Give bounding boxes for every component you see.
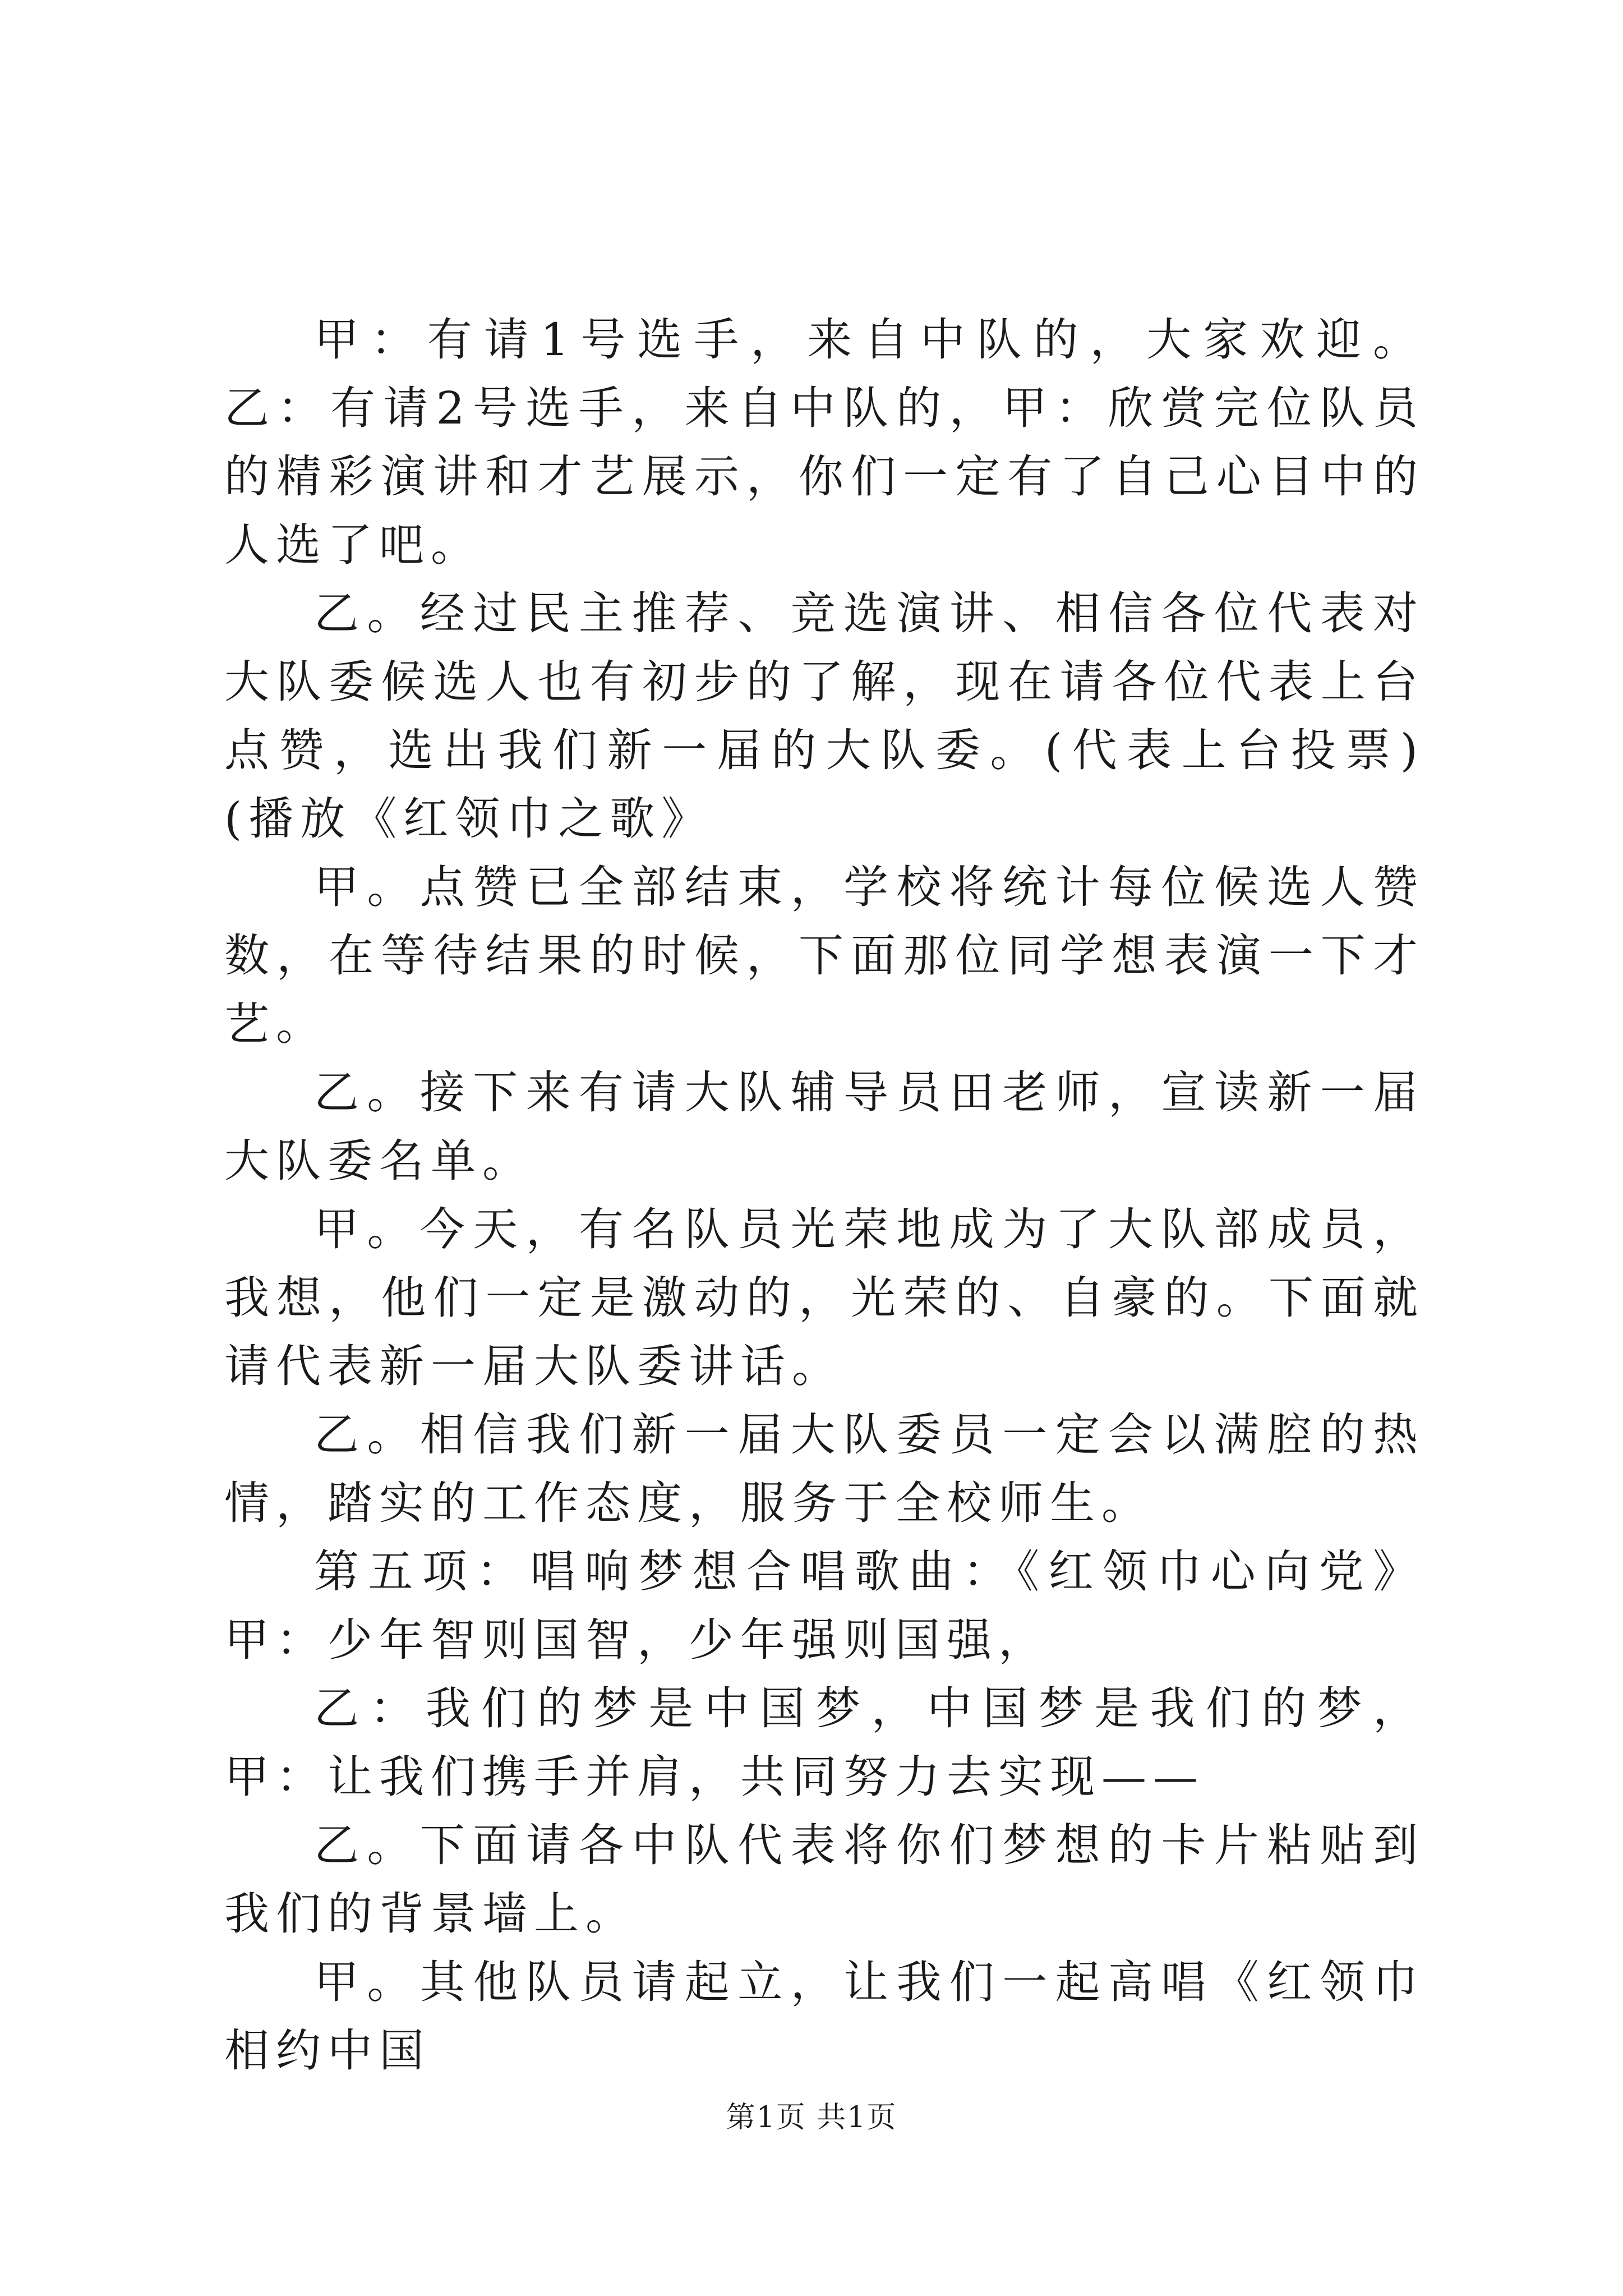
paragraph-7: 第五项：唱响梦想合唱歌曲：《红领巾心向党》甲：少年智则国智，少年强则国强， bbox=[224, 1545, 1424, 1666]
paragraph-3: 甲。点赞已全部结束，学校将统计每位候选人赞数，在等待结果的时候，下面那位同学想表演一下才艺。 bbox=[224, 861, 1424, 1050]
paragraph-8: 乙：我们的梦是中国梦，中国梦是我们的梦，甲：让我们携手并肩，共同努力去实现—— bbox=[224, 1682, 1424, 1803]
paragraph-9: 乙。下面请各中队代表将你们梦想的卡片粘贴到我们的背景墙上。 bbox=[224, 1819, 1424, 1940]
document-body bbox=[224, 306, 1424, 2085]
paragraph-5: 甲。今天，有名队员光荣地成为了大队部成员，我想，他们一定是激动的，光荣的、自豪的。下面就请代表新一届大队委讲话。 bbox=[224, 1203, 1424, 1392]
paragraph-4: 乙。接下来有请大队辅导员田老师，宣读新一届大队委名单。 bbox=[224, 1066, 1424, 1187]
paragraph-1: 甲：有请1号选手，来自中队的，大家欢迎。乙：有请2号选手，来自中队的，甲：欣赏完位队员的精彩演讲和才艺展示，你们一定有了自己心目中的人选了吧。 bbox=[224, 314, 1424, 571]
page-number-footer: 第1页 共1页 bbox=[726, 2101, 897, 2134]
paragraph-6: 乙。相信我们新一届大队委员一定会以满腔的热情，踏实的工作态度，服务于全校师生。 bbox=[224, 1409, 1424, 1529]
paragraph-10: 甲。其他队员请起立，让我们一起高唱《红领巾相约中国 bbox=[224, 1956, 1424, 2077]
paragraph-2: 乙。经过民主推荐、竞选演讲、相信各位代表对大队委候选人也有初步的了解，现在请各位代表上台点赞，选出我们新一届的大队委。(代表上台投票)(播放《红领巾之歌》 bbox=[224, 587, 1424, 845]
